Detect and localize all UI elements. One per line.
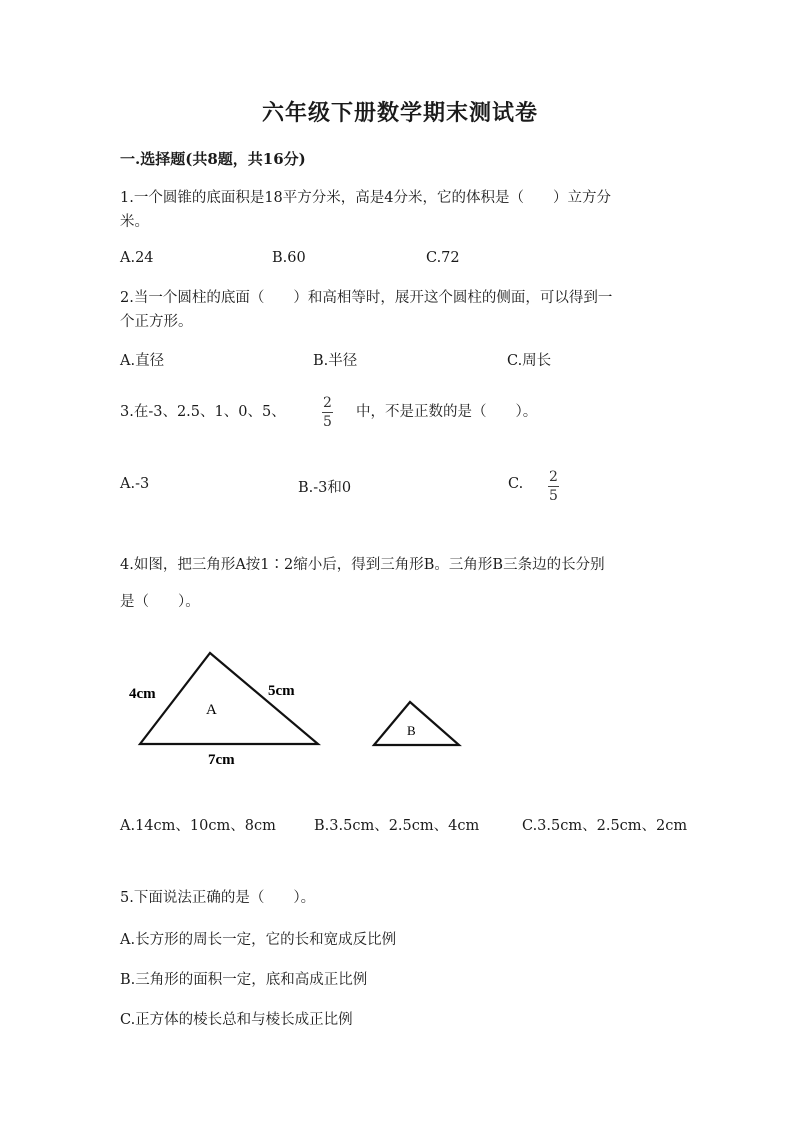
question-2-line1: 2.当一个圆柱的底面（ ）和高相等时，展开这个圆柱的侧面，可以得到一 [120, 290, 613, 306]
question-1-line2: 米。 [120, 214, 149, 230]
section-heading: 一.选择题(共8题，共16分) [120, 150, 306, 168]
q3-fraction-numerator: 2 [323, 395, 332, 411]
side-right-label: 5cm [268, 683, 295, 699]
q3-option-c-denominator: 5 [549, 488, 558, 504]
q3-option-c: C. [508, 476, 524, 492]
q5-option-a: A.长方形的周长一定，它的长和宽成反比例 [120, 932, 397, 948]
triangle-a-label: A [206, 702, 217, 718]
q2-option-c: C.周长 [507, 353, 552, 369]
page-title: 六年级下册数学期末测试卷 [261, 100, 538, 126]
q3-fraction-denominator: 5 [323, 414, 332, 430]
q2-option-a: A.直径 [120, 353, 165, 369]
question-4-line2: 是（ ）。 [120, 594, 200, 610]
triangle-b [374, 702, 459, 745]
q3-option-a: A.-3 [120, 476, 150, 492]
side-bottom-label: 7cm [208, 752, 235, 768]
question-3-suffix: 中，不是正数的是（ ）。 [356, 404, 538, 420]
question-1-line1: 1.一个圆锥的底面积是18平方分米，高是4分米，它的体积是（ ）立方分 [120, 190, 612, 206]
side-left-label: 4cm [129, 686, 156, 702]
q1-option-a: A.24 [120, 250, 154, 266]
q3-option-b: B.-3和0 [298, 480, 352, 496]
triangle-b-label: B [407, 723, 416, 738]
q1-option-c: C.72 [426, 250, 460, 266]
q1-option-b: B.60 [272, 250, 306, 266]
q4-option-a: A.14cm、10cm、8cm [120, 818, 276, 834]
q5-option-c: C.正方体的棱长总和与棱长成正比例 [120, 1012, 353, 1028]
question-2-line2: 个正方形。 [120, 314, 193, 330]
q5-option-b: B.三角形的面积一定，底和高成正比例 [120, 972, 368, 988]
question-4-line1: 4.如图，把三角形A按1∶2缩小后，得到三角形B。三角形B三条边的长分别 [120, 557, 605, 573]
q3-option-c-numerator: 2 [549, 469, 558, 485]
q2-option-b: B.半径 [313, 353, 358, 369]
q4-option-b: B.3.5cm、2.5cm、4cm [314, 818, 480, 834]
q4-option-c: C.3.5cm、2.5cm、2cm [522, 818, 688, 834]
question-3-prefix: 3.在-3、2.5、1、0、5、 [120, 404, 286, 420]
question-5-stem: 5.下面说法正确的是（ ）。 [120, 890, 316, 906]
